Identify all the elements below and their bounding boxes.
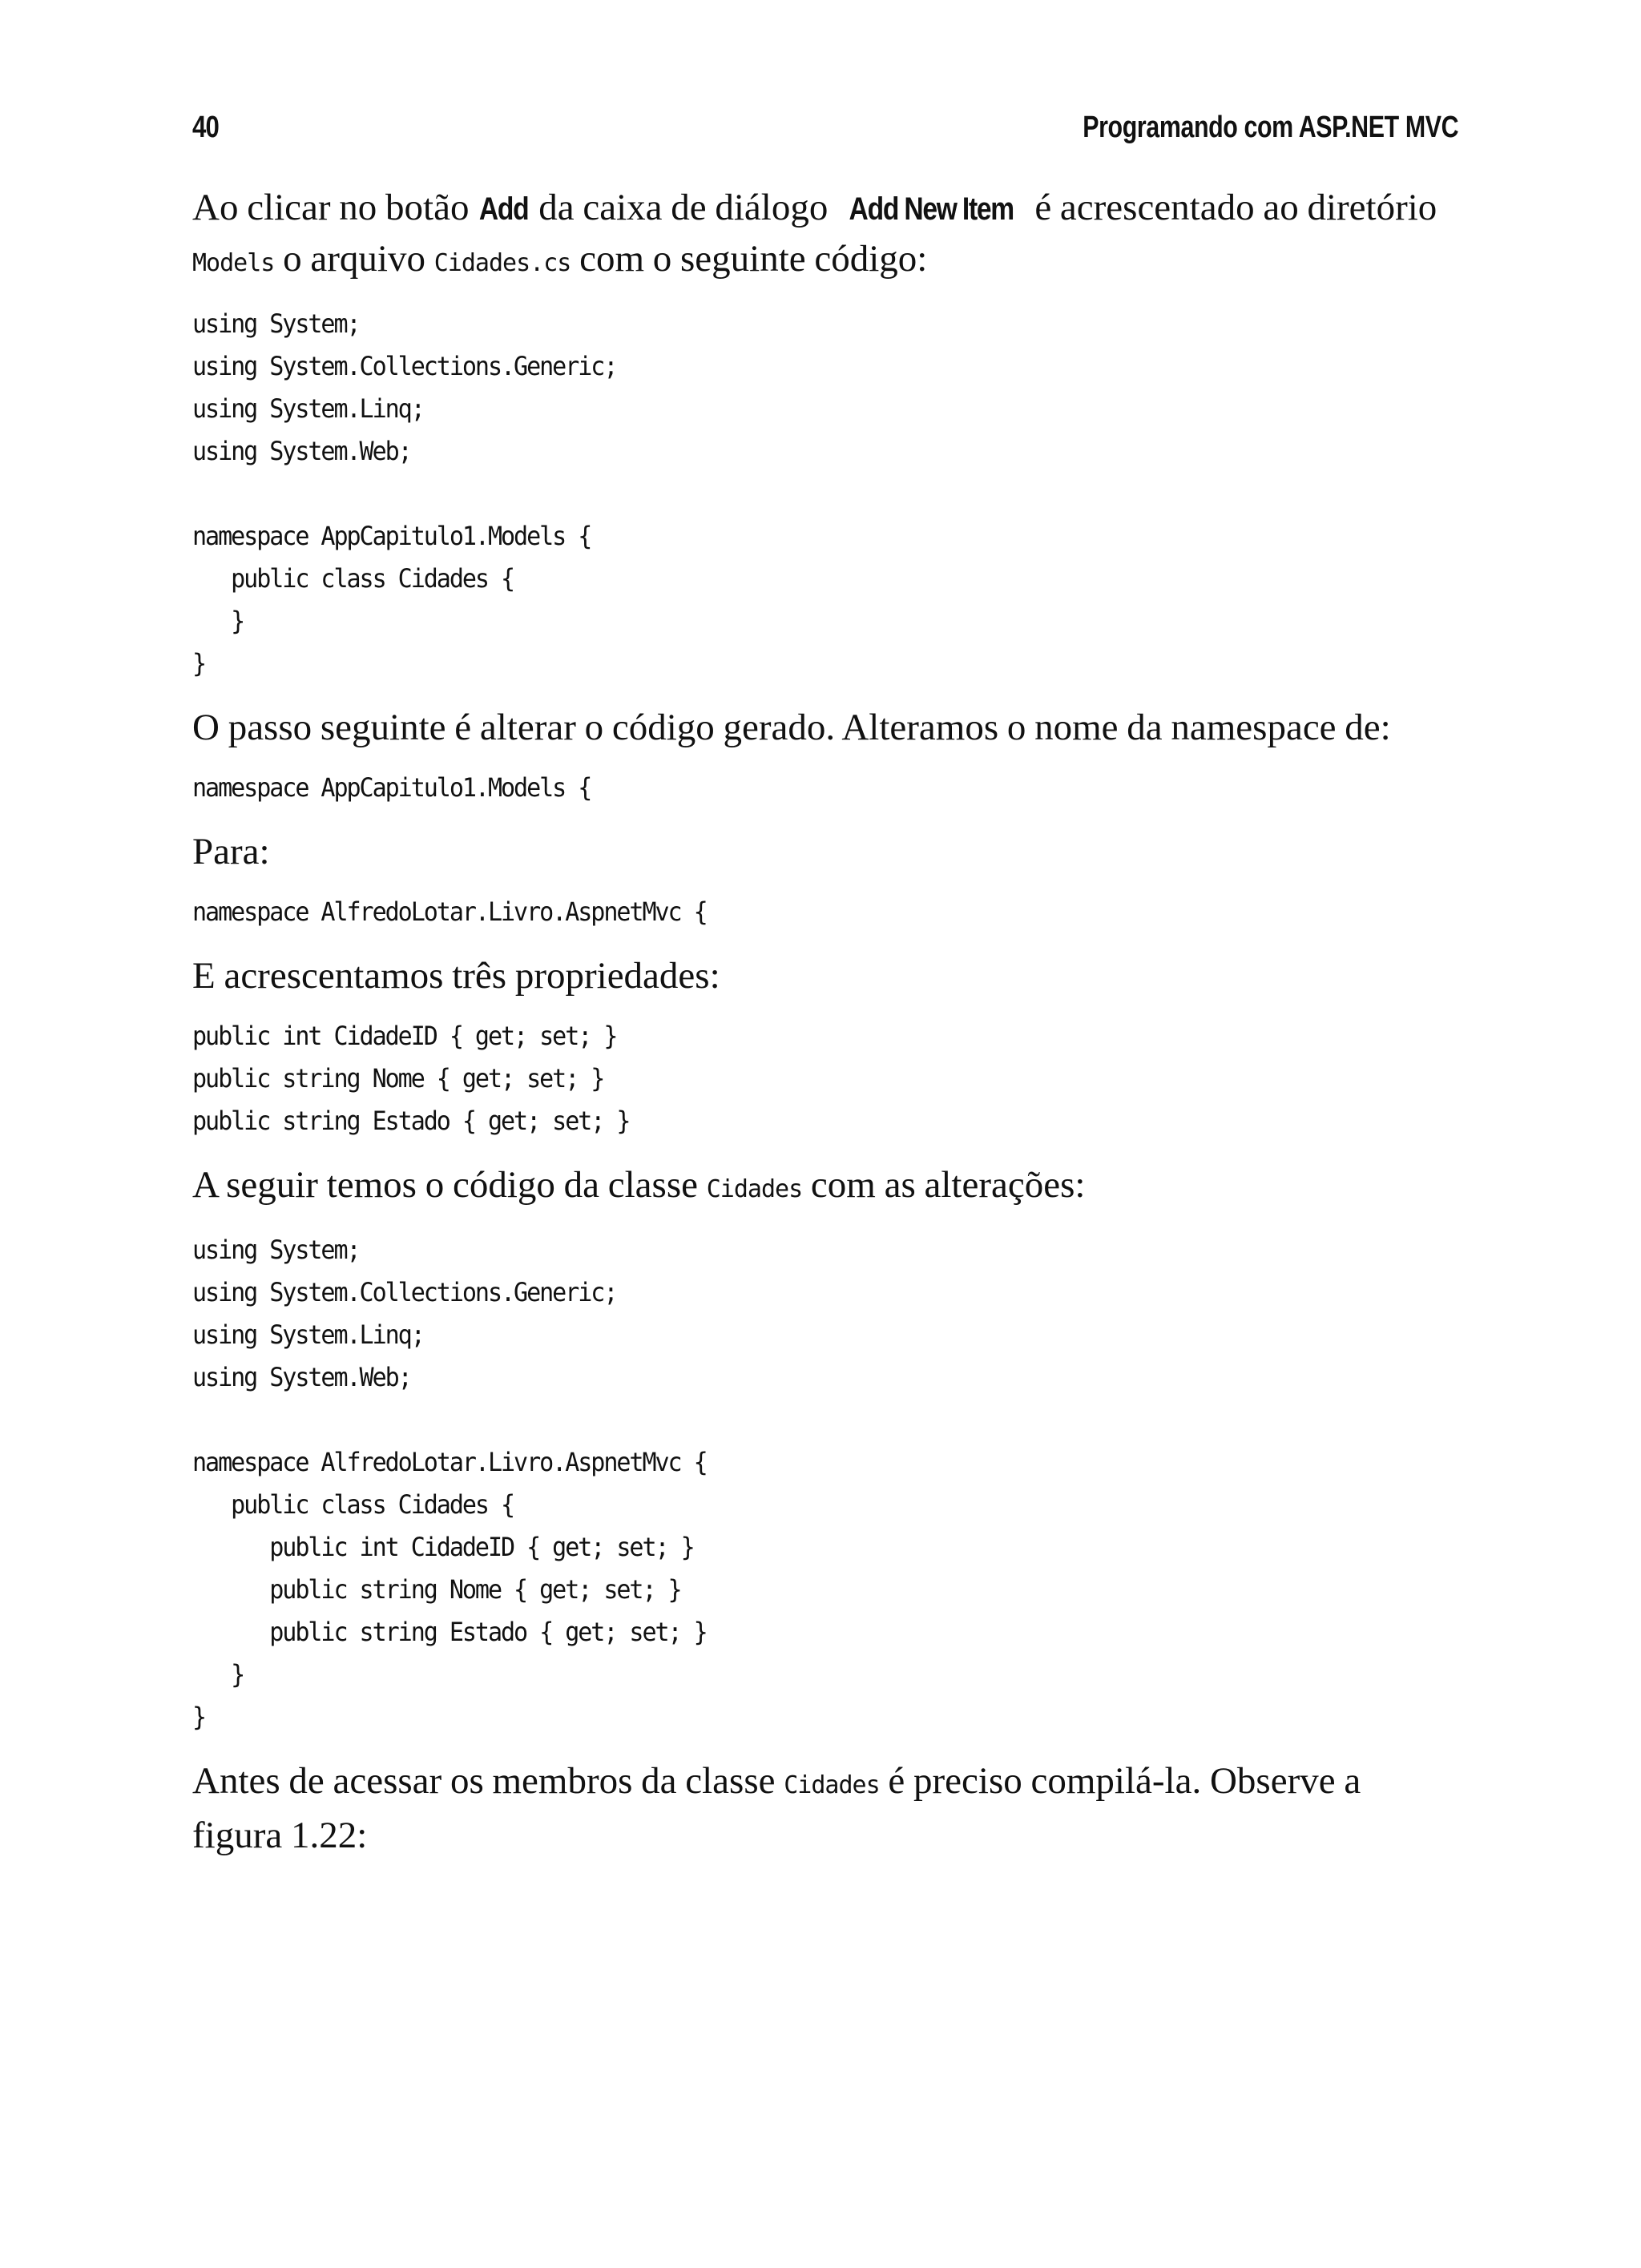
inline-code-models: Models	[192, 249, 275, 277]
text-run: é preciso compilá-la. Observe a figura 1.22:	[192, 1760, 1361, 1856]
code-line: using System.Linq;	[192, 1319, 424, 1350]
code-block-final	[192, 1229, 1382, 1738]
code-block-original	[192, 303, 1382, 685]
ui-term-add: Add	[479, 191, 529, 227]
running-title: Programando com ASP.NET MVC	[1083, 111, 1458, 144]
inline-code-filename: Cidades.cs	[433, 249, 571, 277]
paragraph-intro	[192, 183, 1458, 288]
code-line: namespace AppCapitulo1.Models {	[192, 521, 591, 551]
text-run: é acrescentado ao diretório	[1026, 187, 1437, 228]
text-run: com o seguinte código:	[571, 238, 928, 280]
paragraph-para: Para:	[192, 831, 270, 872]
inline-code-cidades: Cidades	[784, 1771, 880, 1799]
code-line: public int CidadeID { get; set; }	[192, 1532, 694, 1562]
code-line: public string Nome { get; set; }	[192, 1574, 681, 1605]
text-run: Antes de acessar os membros da classe	[192, 1760, 784, 1802]
code-block-old-namespace	[192, 767, 1382, 809]
code-line: namespace AlfredoLotar.Livro.AspnetMvc {	[192, 896, 707, 927]
code-line: using System.Collections.Generic;	[192, 351, 617, 381]
text-run: o arquivo	[274, 238, 434, 280]
page-body	[192, 183, 1458, 1860]
code-line: using System.Web;	[192, 1362, 411, 1392]
code-line: using System;	[192, 1235, 360, 1265]
code-line: using System.Linq;	[192, 393, 424, 424]
code-line: }	[192, 648, 206, 679]
inline-code-cidades: Cidades	[706, 1175, 803, 1203]
code-block-properties	[192, 1015, 1382, 1142]
paragraph-compile	[192, 1756, 1458, 1860]
text-run: Ao clicar no botão	[192, 187, 478, 228]
paragraph-step: O passo seguinte é alterar o código gerado. Alteramos o nome da namespace de:	[192, 707, 1391, 748]
code-line-blank	[192, 1399, 1382, 1441]
code-line: namespace AlfredoLotar.Livro.AspnetMvc {	[192, 1447, 707, 1477]
paragraph-changes	[192, 1160, 1458, 1215]
code-line: }	[192, 1702, 206, 1732]
code-line: namespace AppCapitulo1.Models {	[192, 772, 591, 803]
code-line: public class Cidades {	[192, 1489, 514, 1520]
text-run: com as alterações:	[802, 1164, 1086, 1206]
code-line: public string Estado { get; set; }	[192, 1106, 630, 1136]
page-header	[192, 111, 1458, 151]
paragraph-properties: E acrescentamos três propriedades:	[192, 955, 720, 997]
text-run: A seguir temos o código da classe	[192, 1164, 707, 1206]
code-line: public string Nome { get; set; }	[192, 1063, 604, 1094]
code-line: }	[192, 1659, 244, 1690]
ui-term-add-new-item: Add New Item	[849, 191, 1014, 227]
code-block-new-namespace	[192, 891, 1382, 933]
code-line: using System;	[192, 308, 360, 339]
code-line-blank	[192, 473, 1382, 515]
text-run: da caixa de diálogo	[530, 187, 837, 228]
code-line: }	[192, 606, 244, 636]
page-number: 40	[192, 111, 220, 144]
code-line: public int CidadeID { get; set; }	[192, 1021, 617, 1051]
code-line: public string Estado { get; set; }	[192, 1617, 707, 1647]
code-line: using System.Web;	[192, 436, 411, 466]
code-line: public class Cidades {	[192, 563, 514, 594]
code-line: using System.Collections.Generic;	[192, 1277, 617, 1307]
